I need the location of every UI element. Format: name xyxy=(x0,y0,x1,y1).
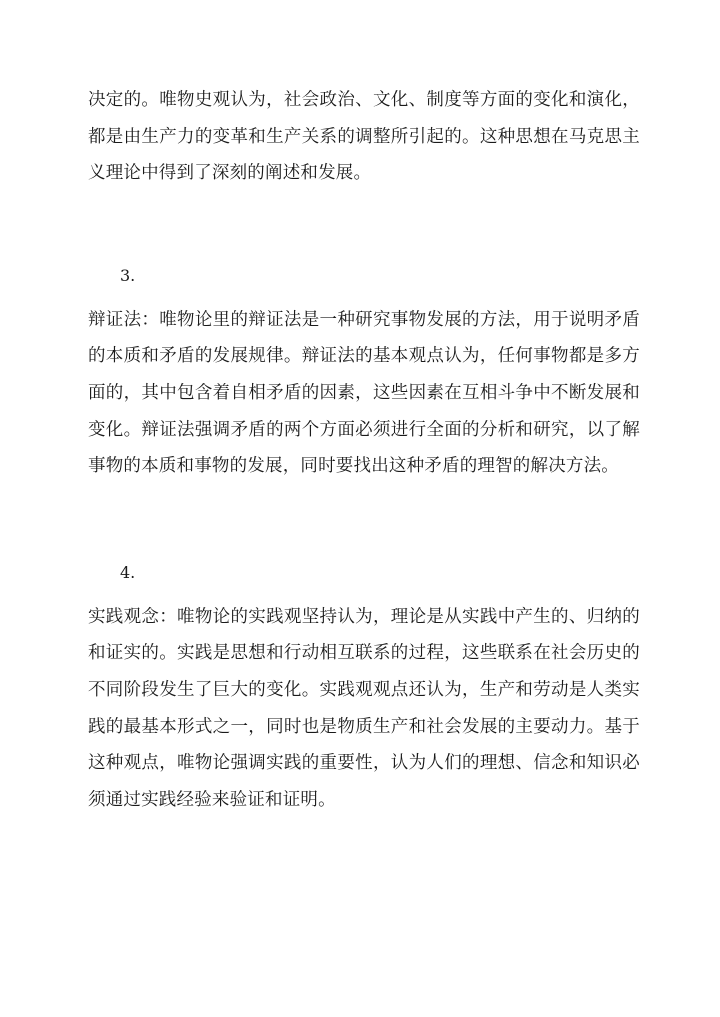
section-3-paragraph: 辩证法：唯物论里的辩证法是一种研究事物发展的方法，用于说明矛盾的本质和矛盾的发展规律。辩证法的基本观点认为，任何事物都是多方面的，其中包含着自相矛盾的因素，这些因素在互相斗争中不断发展和变化。辩证法强调矛盾的两个方面必须进行全面的分析和研究，以了解事物的本质和事物的发展，同时要找出这种矛盾的理智的解决方法。 xyxy=(88,309,640,477)
paragraph-continued: 决定的。唯物史观认为，社会政治、文化、制度等方面的变化和演化，都是由生产力的变革和生产关系的调整所引起的。这种思想在马克思主义理论中得到了深刻的阐述和发展。 xyxy=(88,90,640,184)
section-number-4: 4. xyxy=(120,562,136,582)
document-page xyxy=(88,82,640,818)
section-number-3: 3. xyxy=(120,265,136,285)
section-4-paragraph: 实践观念：唯物论的实践观坚持认为，理论是从实践中产生的、归纳的和证实的。实践是思想和行动相互联系的过程，这些联系在社会历史的不同阶段发生了巨大的变化。实践观观点还认为，生产和劳动是人类实践的最基本形式之一，同时也是物质生产和社会发展的主要动力。基于这种观点，唯物论强调实践的重要性，认为人们的理想、信念和知识必须通过实践经验来验证和证明。 xyxy=(88,606,640,810)
